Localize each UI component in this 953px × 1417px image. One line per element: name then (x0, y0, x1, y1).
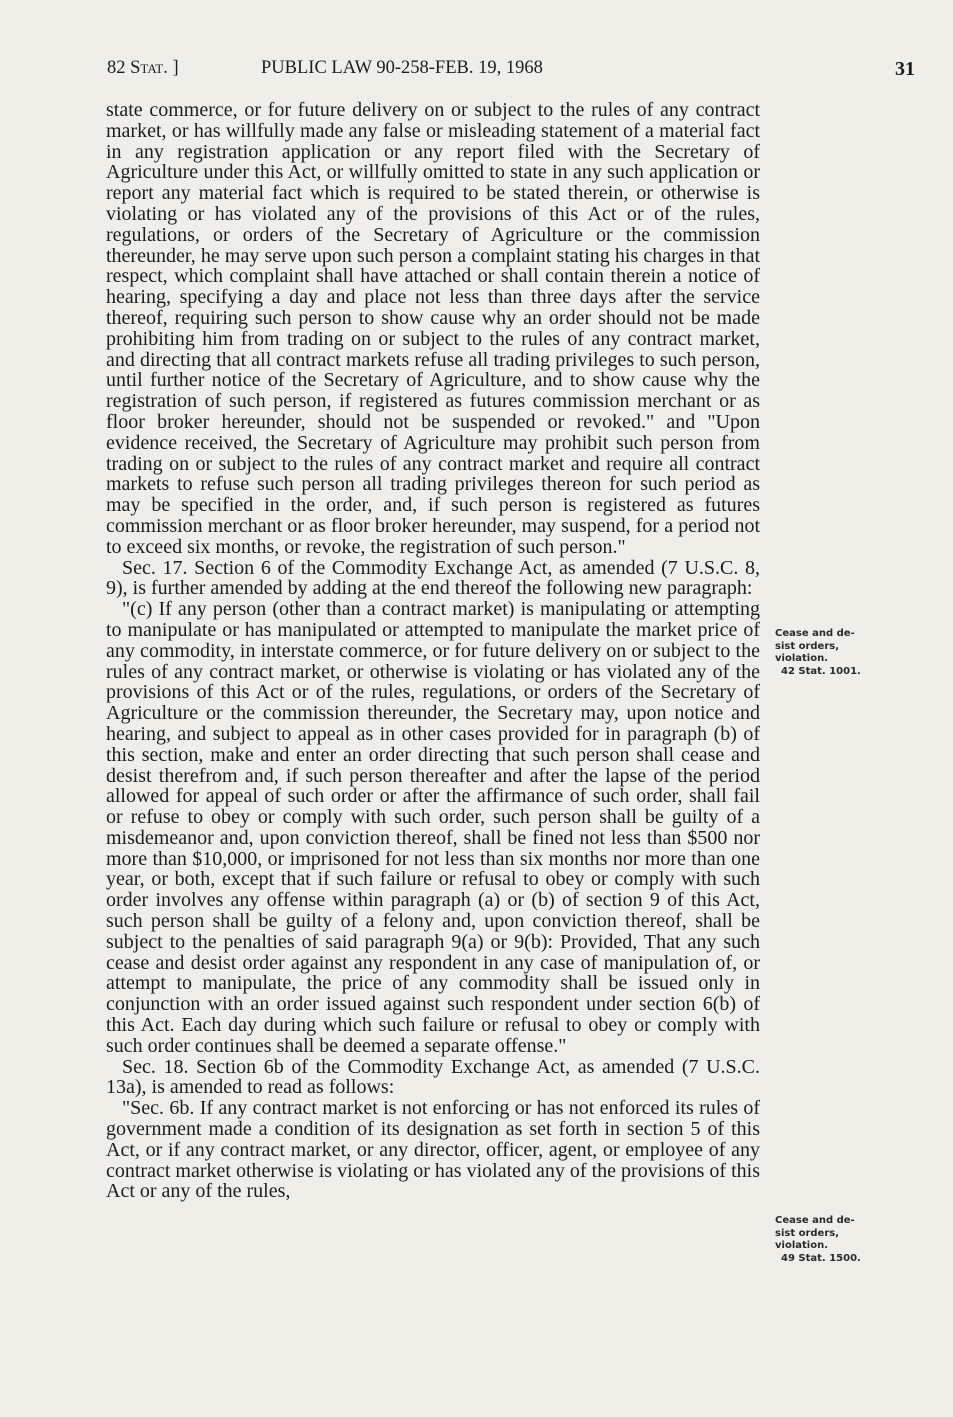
margin-note-line: sist orders, (775, 640, 840, 652)
margin-note-citation: 42 Stat. 1001. (781, 665, 861, 677)
header-volume (107, 58, 179, 79)
margin-note-line: Cease and de- (775, 1215, 855, 1226)
page-number: 31 (895, 58, 915, 80)
header-bracket: ] (172, 58, 179, 78)
margin-note-line: violation. (775, 653, 828, 664)
header-title: PUBLIC LAW 90-258-FEB. 19, 1968 (261, 58, 543, 78)
margin-note-line: Cease and de- (775, 628, 855, 639)
paragraph-continuation: state commerce, or for future delivery on or subject to the rules of any contract market, or has willfully made any false or misleading statement of a material fact in any registration application or any report filed with the Secretary of Agriculture under this Act, or willfully omitted to state in any such application or report any material fact which is required to be stated therein, or otherwise is violating or has violated any of the provisions of this Act or of the rules, regulations, or orders of the Secretary of Agriculture or the commission thereunder, he may serve upon such person a complaint stating his charges in that respect, which complaint shall have attached or shall contain therein a notice of hearing, specifying a day and place not less than three days after the service thereof, requiring such person to show cause why an order should not be made prohibiting him from trading on or subject to the rules of any contract market, and directing that all contract markets refuse all trading privileges to such person, until further notice of the Secretary of Agriculture, and to show cause why the registration of such person, if registered as futures commission merchant or as floor broker hereunder, should not be suspended or revoked." and "Upon evidence received, the Secretary of Agriculture may prohibit such person from trading on or subject to the rules of any contract market and require all contract markets to refuse such person all trading privileges thereon for such period as may be specified in the order, and, if such person is registered as futures commission merchant or as floor broker hereunder, may suspend, for a period not to exceed six months, or revoke, the registration of such person." (106, 99, 760, 558)
paragraph-sec-18: Sec. 18. Section 6b of the Commodity Exchange Act, as amended (7 U.S.C. 13a), is amended to read as follows: (106, 1055, 760, 1099)
paragraph-sec-6b: "Sec. 6b. If any contract market is not enforcing or has not enforced its rules of government made a condition of its designation as set forth in section 5 of this Act, or if any contract market, or any director, officer, agent, or employee of any contract market otherwise is violating or has violated any of the provisions of this Act or any of the rules, (106, 1097, 760, 1203)
paragraph-subsection-c: "(c) If any person (other than a contract market) is manipulating or attempting to manipulate or has manipulated or attempted to manipulate the market price of any commodity, in interstate commerce, or for future delivery on or subject to the rules of any contract market, or otherwise is violating or has violated any of the provisions of this Act or of the rules, regulations, or orders of the Secretary of Agriculture or the commission thereunder, the Secretary may, upon notice and hearing, and subject to appeal as in other cases provided for in paragraph (b) of this section, make and enter an order directing that such person shall cease and desist therefrom and, if such person thereafter and after the lapse of the period allowed for appeal of such order or after the affirmance of such order, shall fail or refuse to obey or comply with such order, such person shall be guilty of a misdemeanor and, upon conviction thereof, shall be fined not less than $500 nor more than $10,000, or imprisoned for not less than six months nor more than one year, or both, except that if such failure or refusal to obey or comply with such order involves any offense within paragraph (a) or (b) of section 9 of this Act, such person shall be guilty of a felony and, upon conviction thereof, shall be subject to the penalties of said paragraph 9(a) or 9(b): Provided, That any such cease and desist order against any respondent in any case of manipulation of, or attempt to manipulate, the price of any commodity shall be issued only in conjunction with an order issued against such respondent under section 6(b) of this Act. Each day during which such failure or refusal to obey or comply with such order continues shall be deemed a separate offense." (106, 598, 760, 1057)
margin-note-sec-18 (775, 1215, 885, 1265)
body-text (106, 100, 760, 1202)
volume-citation: 82 Stat. (107, 58, 168, 78)
margin-note-citation: 49 Stat. 1500. (781, 1252, 861, 1264)
margin-note-line: violation. (775, 1240, 828, 1251)
margin-note-line: sist orders, (775, 1227, 840, 1239)
page-header (107, 58, 915, 86)
paragraph-sec-17: Sec. 17. Section 6 of the Commodity Exchange Act, as amended (7 U.S.C. 8, 9), is further amended by adding at the end thereof the following new paragraph: (106, 556, 760, 600)
margin-note-sec-17 (775, 628, 885, 678)
